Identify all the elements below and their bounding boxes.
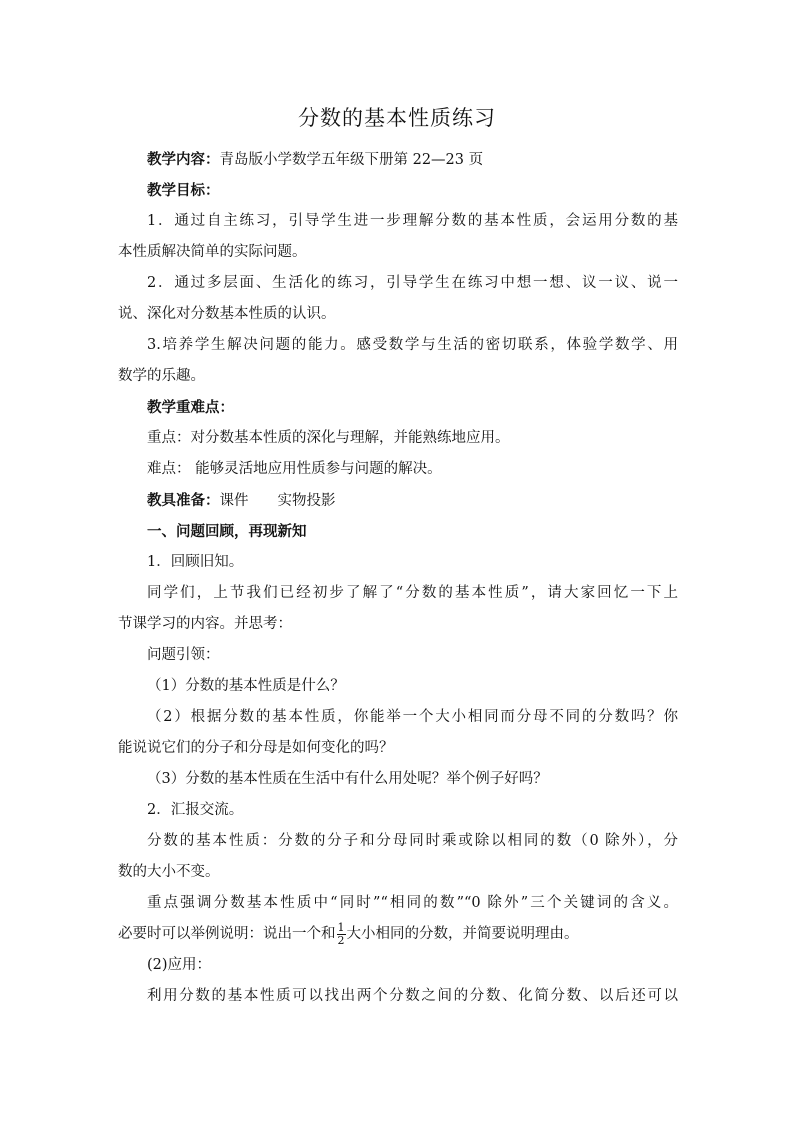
teaching-goals-heading: 教学目标：: [147, 182, 220, 199]
key-point: 重点：对分数基本性质的深化与理解，并能熟练地应用。: [147, 430, 510, 446]
goal-3-line-1: 3.培养学生解决问题的能力。感受数学与生活的密切联系，体验学数学、用: [147, 337, 678, 353]
intro-line-1: 同学们，上节我们已经初步了解了“分数的基本性质”，请大家回忆一下上: [147, 585, 678, 601]
intro-line-2: 节课学习的内容。并思考：: [118, 616, 292, 632]
goal-3-line-2: 数学的乐趣。: [118, 368, 205, 384]
property-line-1: 分数的基本性质：分数的分子和分母同时乘或除以相同的数（0 除外），分: [147, 833, 678, 849]
fraction-numerator: 1: [337, 920, 345, 934]
question-2-line-1: （2）根据分数的基本性质，你能举一个大小相同而分母不同的分数吗？你: [147, 709, 678, 725]
emphasis-pre-text: 必要时可以举例说明：说出一个和: [118, 926, 336, 942]
teaching-content-text: 青岛版小学数学五年级下册第 22—23 页: [219, 152, 484, 168]
emphasis-line-2: [118, 919, 678, 950]
question-lead: 问题引领：: [147, 647, 220, 663]
apply-text: 利用分数的基本性质可以找出两个分数之间的分数、化简分数、以后还可以: [147, 988, 678, 1004]
step-1: 1．回顾旧知。: [147, 554, 244, 570]
goal-2-line-1: 2．通过多层面、生活化的练习，引导学生在练习中想一想、议一议、说一: [147, 275, 678, 291]
goal-2-line-2: 说、深化对分数基本性质的认识。: [118, 306, 336, 322]
question-1: （1）分数的基本性质是什么？: [147, 678, 345, 694]
section-1-heading: 一、问题回顾，再现新知: [147, 523, 307, 540]
goal-1-line-2: 本性质解决简单的实际问题。: [118, 244, 307, 260]
fraction-denominator: 2: [337, 933, 345, 947]
goal-1-line-1: 1．通过自主练习，引导学生进一步理解分数的基本性质，会运用分数的基: [147, 213, 678, 229]
question-2-line-2: 能说说它们的分子和分母是如何变化的吗？: [118, 740, 394, 756]
step-2: 2．汇报交流。: [147, 802, 244, 818]
page-title: 分数的基本性质练习: [298, 106, 496, 130]
teaching-content-label: 教学内容：: [147, 151, 220, 168]
difficult-point: 难点： 能够灵活地应用性质参与问题的解决。: [147, 461, 442, 477]
emphasis-line-1: 重点强调分数基本性质中“同时”“相同的数”“0 除外”三个关键词的含义。: [147, 895, 678, 911]
teaching-tools-label: 教具准备：: [147, 492, 220, 509]
fraction-one-half: [337, 922, 346, 947]
teaching-content-line: [118, 144, 678, 175]
teaching-tools-text: 课件 实物投影: [219, 493, 336, 509]
key-difficult-heading: 教学重难点：: [147, 399, 234, 416]
apply-heading: (2)应用：: [147, 957, 212, 973]
document-body: [118, 144, 678, 1012]
emphasis-post-text: 大小相同的分数，并简要说明理由。: [346, 926, 579, 942]
question-3: （3）分数的基本性质在生活中有什么用处呢？举个例子好吗？: [147, 771, 548, 787]
property-line-2: 数的大小不变。: [118, 864, 220, 880]
teaching-tools-line: [118, 485, 678, 516]
